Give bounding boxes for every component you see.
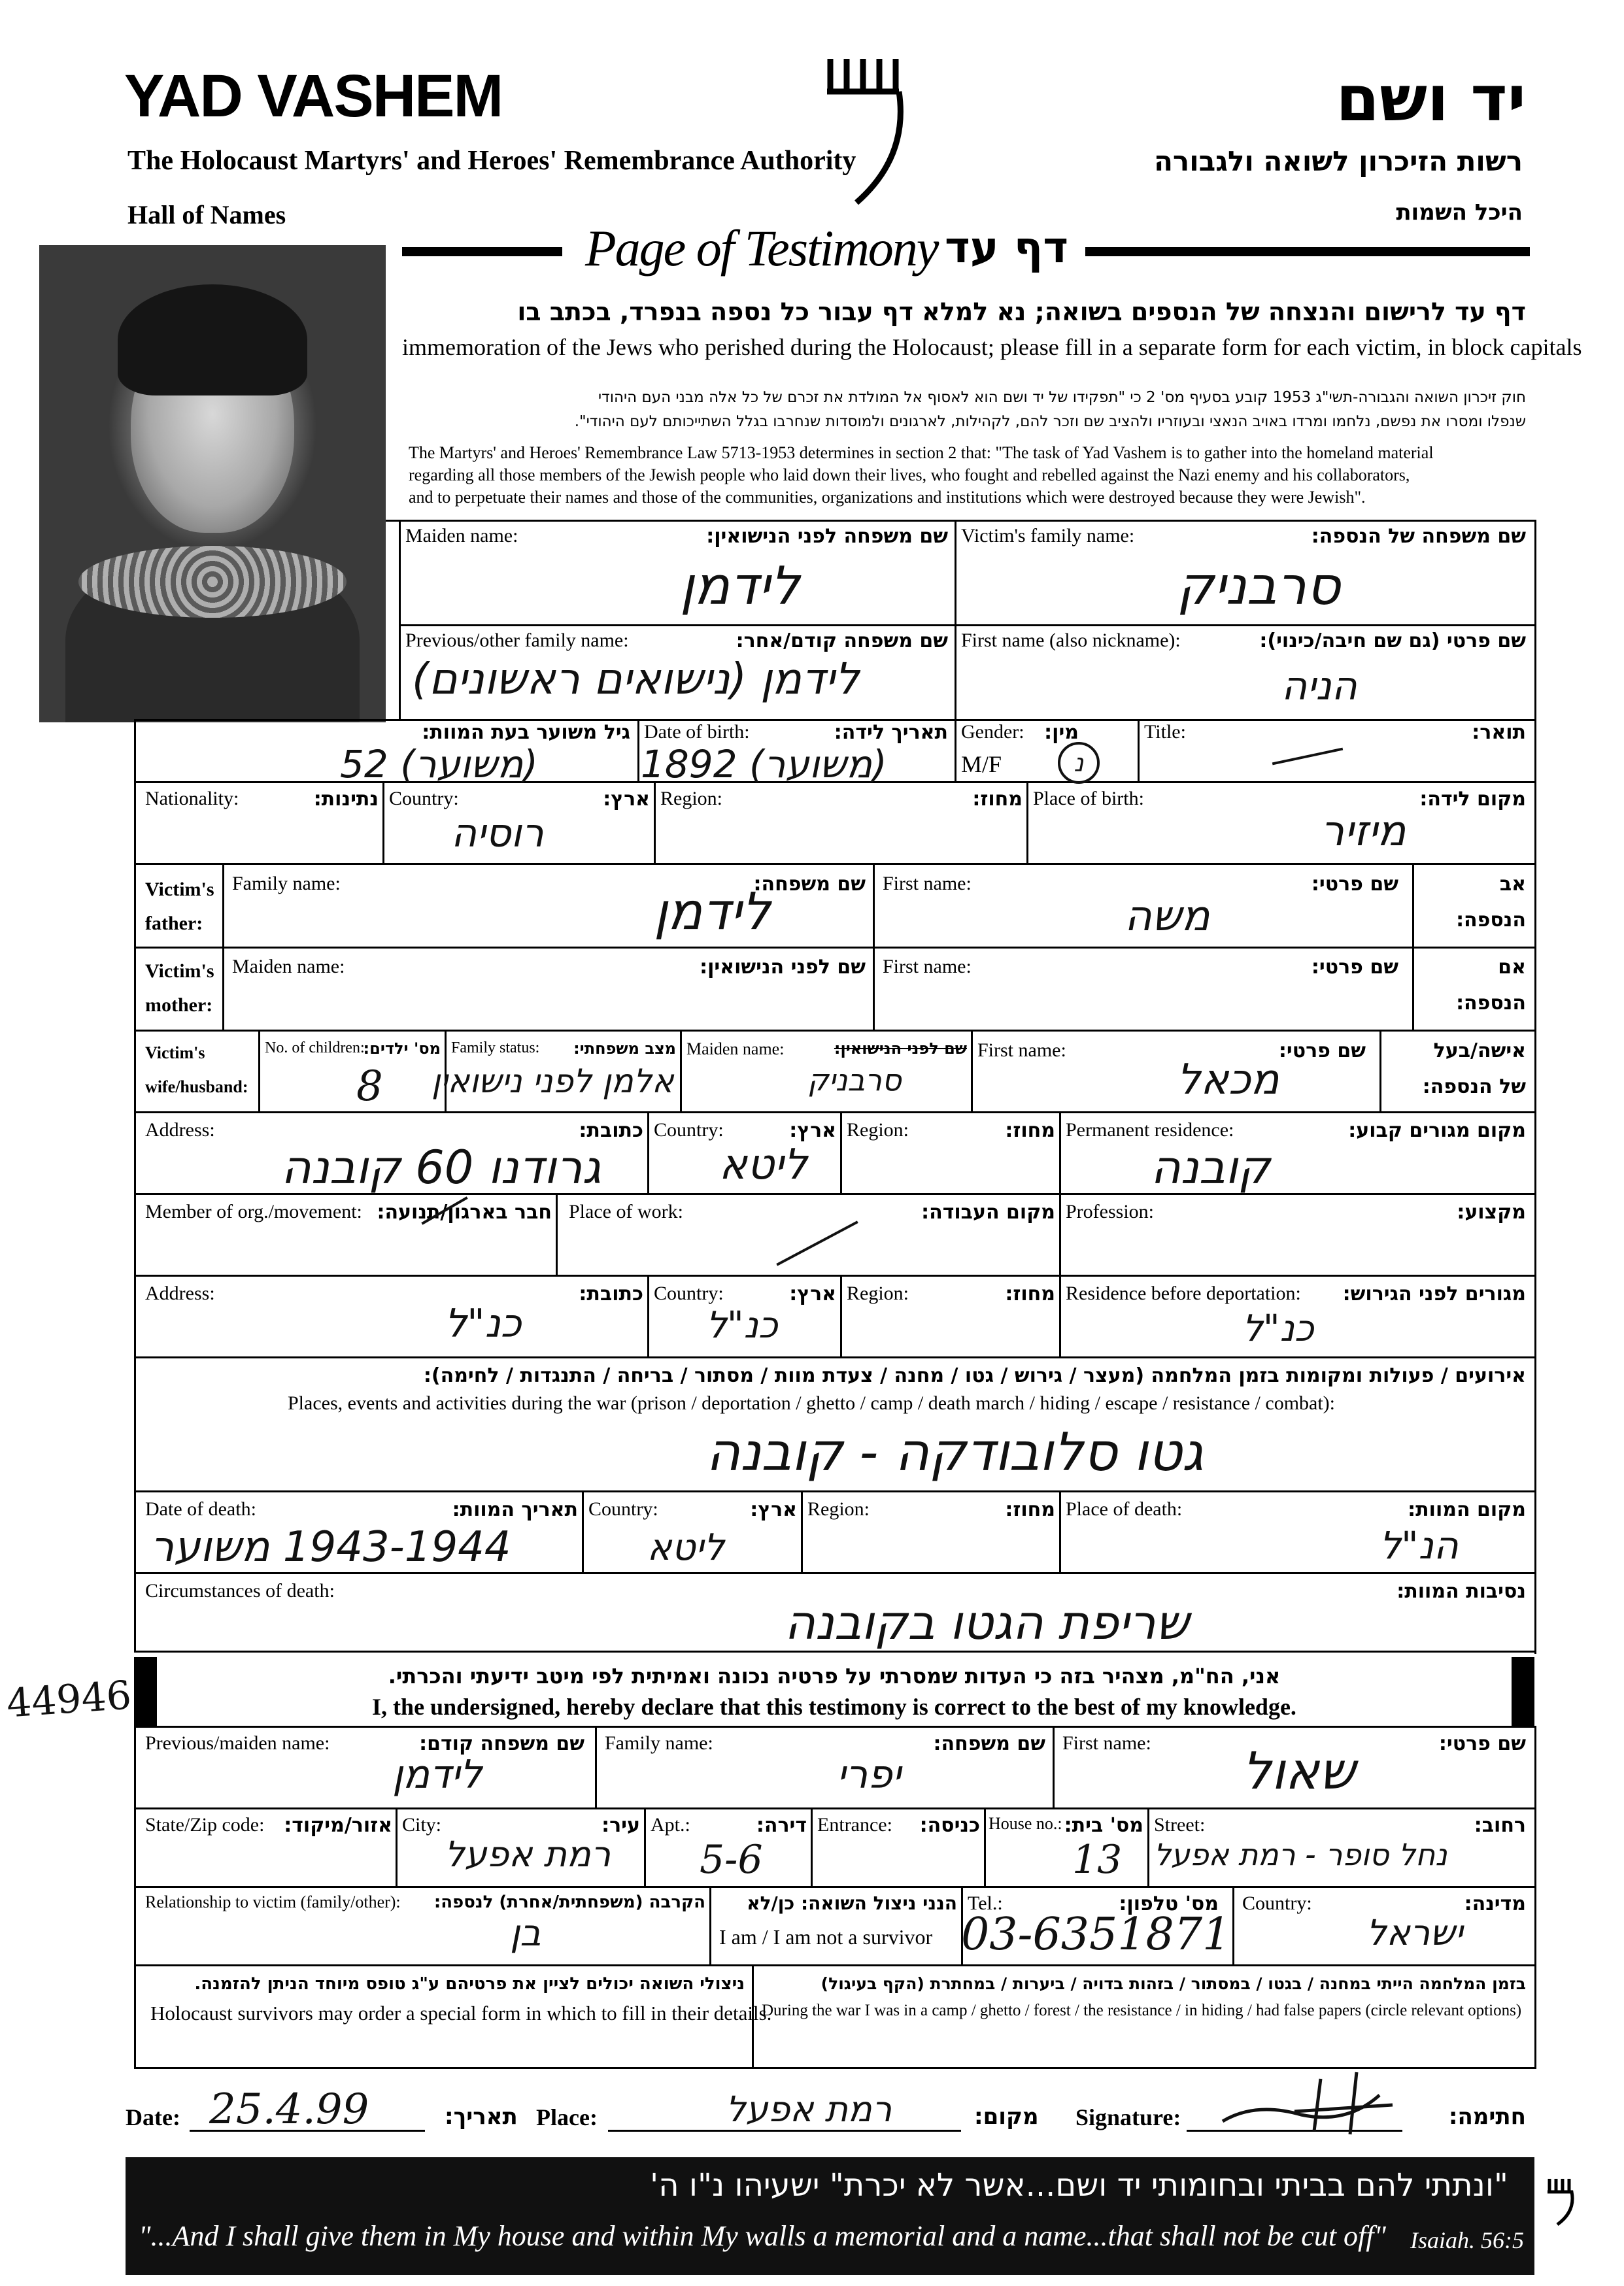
death-region-label-he: מחוז: xyxy=(1005,1498,1055,1521)
law-he-2: שנפלו ומסרו את נפשם, נלחמו ומרדו באויב הנאצי ובעוזריו ולהציב שם וזכר להם, לקהילות, לארגונים ולמוסדות שנחרבו בגלל השתייכותם לעם היהודי". xyxy=(574,413,1526,430)
gender-label-he: מין: xyxy=(1044,721,1079,744)
page-title-he: דף עד xyxy=(945,222,1069,273)
house-value[interactable]: 13 xyxy=(1072,1837,1123,1883)
father-side-label-he-1: אב xyxy=(1499,873,1526,896)
title-dash xyxy=(1272,748,1343,765)
date-label-he: תאריך: xyxy=(445,2104,518,2130)
mother-maiden-label-en: Maiden name: xyxy=(232,956,345,977)
tel-label-en: Tel.: xyxy=(968,1892,1003,1914)
apt-label-en: Apt.: xyxy=(651,1814,690,1836)
family-name-label-en: Victim's family name: xyxy=(961,525,1135,546)
submitter-first-value[interactable]: שאול xyxy=(1242,1742,1355,1801)
small-logo-icon xyxy=(1544,2176,1577,2228)
maiden-name-value[interactable]: לידמן xyxy=(680,556,800,616)
relationship-label-he: הקרבה (משפחתית/אחרת) לנספה: xyxy=(433,1892,705,1912)
spouse-maiden-label-en: Maiden name: xyxy=(686,1039,785,1058)
law-en-3: and to perpetuate their names and those of the communities, organizations and institutions which were destroyed because they were Jewish". xyxy=(409,488,1366,507)
death-date-label-en: Date of death: xyxy=(145,1498,256,1520)
mother-side-label-en: Victim's mother: xyxy=(145,960,214,1016)
law-he-1: חוק זיכרון השואה והגבורה-תשי"ג 1953 קובע בסעיף מס' 2 כי "תפקידו של יד ושם הוא לאסוף אל המולדת את זכרם של כל אלה מבני העם היהודי xyxy=(598,389,1526,406)
mother-side-label-he-2: הנספה: xyxy=(1456,992,1526,1015)
nationality-label-he: נתינות: xyxy=(313,788,379,811)
intro-en: immemoration of the Jews who perished during the Holocaust; please fill in a separate form for each victim, in block capitals xyxy=(402,334,1582,360)
war-label-he: אירועים / פעולות ומקומות בזמן המלחמה (מעצר / גירוש / גטו / מחנה / צעדת מוות / מסתור / בריחה / התנגדות / לחימה): xyxy=(423,1364,1526,1387)
children-label-he: מס' ילדים: xyxy=(363,1039,441,1058)
family-status-label-en: Family status: xyxy=(451,1039,540,1056)
mother-first-label-he: שם פרטי: xyxy=(1311,956,1398,979)
maiden-name-label-he: שם משפחה לפני הנישואין: xyxy=(706,525,948,548)
death-place-value[interactable]: הנ"ל xyxy=(1379,1523,1459,1568)
dob-label-he: תאריך לידה: xyxy=(834,721,948,744)
address2-country-label-he: ארץ: xyxy=(789,1283,836,1305)
spouse-maiden-label-he: שם לפני הנישואין: xyxy=(834,1039,967,1058)
spouse-side-label-he-2: של הנספה: xyxy=(1422,1075,1526,1098)
apt-value[interactable]: 5-6 xyxy=(700,1837,763,1883)
submitter-prev-label-he: שם משפחה קודם: xyxy=(419,1732,584,1755)
father-family-label-en: Family name: xyxy=(232,873,341,894)
previous-name-value[interactable]: לידמן (נישואים ראשונים) xyxy=(412,654,860,704)
workplace-label-en: Place of work: xyxy=(569,1201,683,1222)
address2-country-value[interactable]: כנ"ל xyxy=(706,1304,778,1347)
circumstances-label-he: נסיבות המוות: xyxy=(1396,1580,1526,1603)
victim-photo xyxy=(39,245,386,722)
house-label-en: House no.: xyxy=(989,1814,1062,1833)
father-first-label-en: First name: xyxy=(883,873,972,894)
pre-deportation-label-he: מגורים לפני הגירוש: xyxy=(1342,1283,1526,1305)
law-en-2: regarding all those members of the Jewish people who laid down their lives, who fought and rebelled against the Nazi enemy and his collaborators, xyxy=(409,465,1410,484)
intro-he: דף עד לרישום והנצחה של הנספים בשואה; נא למלא דף עבור כל נספה בנפרד, בכתב בו xyxy=(517,297,1526,326)
address2-region-label-en: Region: xyxy=(847,1283,909,1304)
tel-value[interactable]: 03-6351871 xyxy=(961,1909,1231,1960)
quote-ref: Isaiah. 56:5 xyxy=(1410,2227,1524,2253)
hall-he: היכל השמות xyxy=(1396,199,1523,226)
family-name-label-he: שם משפחה של הנספה: xyxy=(1311,525,1526,548)
country-value[interactable]: רוסיה xyxy=(451,811,544,856)
family-status-value[interactable]: אלמן לפני נישואין xyxy=(431,1062,674,1100)
spouse-first-label-en: First name: xyxy=(977,1039,1066,1061)
submitter-family-label-en: Family name: xyxy=(605,1732,713,1754)
signature-label-he: חתימה: xyxy=(1448,2104,1526,2130)
address2-value[interactable]: כנ"ל xyxy=(445,1301,522,1347)
family-name-value[interactable]: סרבניק xyxy=(1177,556,1340,616)
death-date-label-he: תאריך המוות: xyxy=(452,1498,578,1521)
nationality-label-en: Nationality: xyxy=(145,788,239,809)
date-value[interactable]: 25.4.99 xyxy=(209,2085,369,2134)
address-region-label-en: Region: xyxy=(847,1119,909,1141)
profession-label-he: מקצוע: xyxy=(1457,1201,1526,1224)
region-label-en: Region: xyxy=(660,788,722,809)
age-value[interactable]: (משוער) 52 xyxy=(340,742,538,786)
law-en-1: The Martyrs' and Heroes' Remembrance Law 5713-1953 determines in section 2 that: "The task of Yad Vashem is to gather into the homeland material xyxy=(409,443,1434,462)
address-country-label-he: ארץ: xyxy=(789,1119,836,1142)
dob-label-en: Date of birth: xyxy=(644,721,750,743)
declaration-bar-right xyxy=(1512,1657,1534,1726)
region-label-he: מחוז: xyxy=(972,788,1023,811)
gender-options: M/F xyxy=(961,751,1002,777)
death-region-label-en: Region: xyxy=(807,1498,870,1520)
survivor-note-he: ניצולי השואה יכולים לציין את פרטיהם ע"ג טופס מיוחד הניתן להזמנה. xyxy=(194,1974,745,1994)
war-label-en: Places, events and activities during the war (prison / deportation / ghetto / camp / death march / hiding / escape / resistance / combat): xyxy=(288,1392,1336,1414)
gender-selected[interactable]: נ xyxy=(1058,742,1100,784)
tel-label-he: מס' טלפון: xyxy=(1119,1892,1219,1915)
previous-name-label-he: שם משפחה קודם/אחר: xyxy=(736,630,948,652)
date-label-en: Date: xyxy=(126,2104,180,2130)
submitter-prev-value[interactable]: לידמן xyxy=(392,1752,482,1798)
circumstances-label-en: Circumstances of death: xyxy=(145,1580,335,1602)
address2-label-he: כתובת: xyxy=(579,1283,643,1305)
city-value[interactable]: רמת אפעל xyxy=(445,1834,611,1875)
survivor-label-he: הנני ניצול השואה: כן/לא xyxy=(747,1892,957,1914)
family-status-label-he: מצב משפחתי: xyxy=(573,1039,676,1058)
perm-residence-value[interactable]: קובנה xyxy=(1151,1141,1270,1194)
submitter-family-label-he: שם משפחה: xyxy=(933,1732,1045,1755)
address-region-label-he: מחוז: xyxy=(1005,1119,1055,1142)
declaration-bar-left xyxy=(134,1657,157,1726)
first-name-value[interactable]: הניה xyxy=(1281,664,1357,709)
father-first-label-he: שם פרטי: xyxy=(1311,873,1398,896)
sub-country-label-en: Country: xyxy=(1242,1892,1312,1914)
street-label-en: Street: xyxy=(1154,1814,1206,1836)
age-label-he: גיל משוער בעת המוות: xyxy=(422,721,630,744)
father-family-value[interactable]: לידמן xyxy=(654,882,771,941)
children-value[interactable]: 8 xyxy=(356,1062,383,1111)
declaration-he: אני, הח"מ, מצהיר בזה כי העדות שמסרתי על פרטיה נכונה ואמיתית לפי מיטב ידיעתי והכרתי. xyxy=(388,1664,1281,1689)
death-place-label-en: Place of death: xyxy=(1066,1498,1183,1520)
profession-label-en: Profession: xyxy=(1066,1201,1154,1222)
street-value[interactable]: נחל סופר - רמת אפעל xyxy=(1154,1837,1447,1872)
entrance-label-en: Entrance: xyxy=(817,1814,892,1836)
father-side-label-en: Victim's father: xyxy=(145,879,214,934)
place-label-en: Place: xyxy=(536,2104,598,2130)
org-name-en: YAD VASHEM xyxy=(124,63,503,129)
first-name-label-en: First name (also nickname): xyxy=(961,630,1181,651)
margin-record-number: 44946 xyxy=(5,1672,133,1727)
war-status-note-en: During the war I was in a camp / ghetto / forest / the resistance / in hiding / had false papers (circle relevant options) xyxy=(762,2002,1522,2019)
zip-label-he: אזור/מיקוד: xyxy=(284,1814,392,1837)
war-value[interactable]: גטו סלובודקה - קובנה xyxy=(706,1422,1204,1483)
org-name-he: יד ושם xyxy=(1336,62,1526,135)
pre-deportation-label-en: Residence before deportation: xyxy=(1066,1283,1301,1304)
pob-label-en: Place of birth: xyxy=(1033,788,1144,809)
father-family-label-he: שם משפחה: xyxy=(753,873,866,896)
apt-label-he: דירה: xyxy=(756,1814,807,1837)
quote-banner xyxy=(126,2157,1534,2275)
mother-first-label-en: First name: xyxy=(883,956,972,977)
death-date-value[interactable]: 1943-1944 משוער xyxy=(150,1523,511,1572)
yad-vashem-logo-icon xyxy=(817,52,915,209)
org-label-en: Member of org./movement: xyxy=(145,1201,362,1222)
submitter-family-value[interactable]: יפרי xyxy=(837,1752,902,1798)
address2-region-label-he: מחוז: xyxy=(1005,1283,1055,1305)
address-label-en: Address: xyxy=(145,1119,215,1141)
place-value[interactable]: רמת אפעל xyxy=(726,2089,892,2130)
hall-en: Hall of Names xyxy=(127,200,286,229)
signature-scribble[interactable] xyxy=(1216,2069,1412,2141)
spouse-first-label-he: שם פרטי: xyxy=(1278,1039,1366,1062)
relationship-value[interactable]: בן xyxy=(510,1912,541,1955)
title-label-en: Title: xyxy=(1144,721,1186,743)
previous-name-label-en: Previous/other family name: xyxy=(405,630,629,651)
sub-country-value[interactable]: ישראל xyxy=(1366,1912,1463,1953)
place-label-he: מקום: xyxy=(974,2104,1039,2130)
zip-label-en: State/Zip code: xyxy=(145,1814,265,1836)
death-country-label-en: Country: xyxy=(588,1498,658,1520)
address2-country-label-en: Country: xyxy=(654,1283,724,1304)
father-first-value[interactable]: משה xyxy=(1125,892,1210,941)
page-title-en: Page of Testimony xyxy=(585,220,938,277)
title-label-he: תואר: xyxy=(1472,721,1526,744)
maiden-name-label-en: Maiden name: xyxy=(405,525,518,546)
spouse-side-label-en: Victim's wife/husband: xyxy=(145,1043,248,1096)
address-country-value[interactable]: ליטא xyxy=(719,1141,807,1189)
address-country-label-en: Country: xyxy=(654,1119,724,1141)
street-label-he: רחוב: xyxy=(1474,1814,1526,1837)
submitter-prev-label-en: Previous/maiden name: xyxy=(145,1732,330,1754)
children-label-en: No. of children: xyxy=(265,1039,365,1056)
perm-residence-label-en: Permanent residence: xyxy=(1066,1119,1234,1141)
title-bar-left xyxy=(402,247,562,256)
gender-label-en: Gender: xyxy=(961,721,1024,743)
authority-en: The Holocaust Martyrs' and Heroes' Remembrance Authority xyxy=(127,146,856,176)
relationship-label-en: Relationship to victim (family/other): xyxy=(145,1892,401,1911)
first-name-label-he: שם פרטי (גם שם חיבה/כינוי): xyxy=(1259,630,1526,652)
entrance-label-he: כניסה: xyxy=(919,1814,980,1837)
country-label-he: ארץ: xyxy=(603,788,650,811)
mother-maiden-label-he: שם לפני הנישואין: xyxy=(700,956,866,979)
address-value[interactable]: גרודנו 60 קובנה xyxy=(281,1141,601,1194)
quote-en: "...And I shall give them in My house and within My walls a memorial and a name...that shall not be cut off" xyxy=(139,2220,1386,2252)
workplace-dash xyxy=(776,1220,858,1266)
spouse-maiden-value[interactable]: סרבניק xyxy=(807,1062,902,1098)
signature-label-en: Signature: xyxy=(1075,2104,1181,2130)
city-label-en: City: xyxy=(402,1814,442,1836)
authority-he: רשות הזיכרון לשואה ולגבורה xyxy=(1154,145,1523,177)
address2-label-en: Address: xyxy=(145,1283,215,1304)
title-bar-right xyxy=(1085,247,1530,256)
perm-residence-label-he: מקום מגורים קבוע: xyxy=(1348,1119,1526,1142)
submitter-first-label-en: First name: xyxy=(1062,1732,1151,1754)
war-status-note-he: בזמן המלחמה הייתי במחנה / בגטו / במסתור / בזהות בדויה / ביערות / במחתרת (הקף בעיגול) xyxy=(820,1974,1526,1993)
pre-deportation-value[interactable]: כנ"ל xyxy=(1242,1307,1314,1350)
father-side-label-he-2: הנספה: xyxy=(1456,909,1526,932)
pob-value[interactable]: מיזיר xyxy=(1321,807,1406,856)
submitter-first-label-he: שם פרטי: xyxy=(1438,1732,1526,1755)
country-label-en: Country: xyxy=(389,788,459,809)
house-label-he: מס' בית: xyxy=(1064,1814,1143,1837)
mother-side-label-he-1: אם xyxy=(1498,956,1526,979)
death-place-label-he: מקום המוות: xyxy=(1408,1498,1526,1521)
survivor-note-en: Holocaust survivors may order a special form in which to fill in their details. xyxy=(150,2002,772,2025)
spouse-first-value[interactable]: מכאל xyxy=(1177,1056,1279,1104)
survivor-label-en: I am / I am not a survivor xyxy=(719,1925,933,1949)
quote-he: "ונתתי להם בביתי ובחומותי יד ושם...אשר לא יכרת" ישעיהו נ"ו ה' xyxy=(650,2167,1508,2204)
sub-country-label-he: מדינה: xyxy=(1464,1892,1526,1915)
death-country-value[interactable]: ליטא xyxy=(647,1526,725,1569)
org-label-he: חבר בארגון/תנועה: xyxy=(377,1201,552,1224)
dob-value[interactable]: (משוער) 1892 xyxy=(641,742,887,786)
address-label-he: כתובת: xyxy=(579,1119,643,1142)
spouse-side-label-he-1: אישה/בעל xyxy=(1433,1039,1526,1062)
workplace-label-he: מקום העבודה: xyxy=(921,1201,1055,1224)
circumstances-value[interactable]: שריפת הגטו בקובנה xyxy=(785,1595,1189,1650)
city-label-he: עיר: xyxy=(601,1814,640,1837)
declaration-en: I, the undersigned, hereby declare that this testimony is correct to the best of my knowledge. xyxy=(372,1694,1296,1720)
pob-label-he: מקום לידה: xyxy=(1419,788,1526,811)
death-country-label-he: ארץ: xyxy=(750,1498,797,1521)
